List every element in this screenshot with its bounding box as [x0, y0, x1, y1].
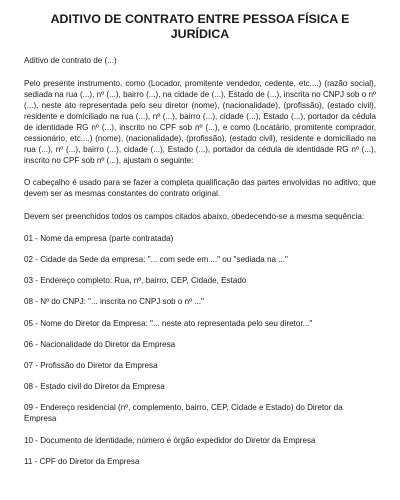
field-item: 03 - Endereço completo: Rua, nº, bairro, CEP, Cidade, Estado: [24, 276, 247, 286]
intro-paragraph: Pelo presente instrumento, como (Locador, promitente vendedor, cedente, etc....) (razão social), sediada na rua (...), nº (...), bairro (...), na cidade de (...), Estado de (...), inscrita no CNPJ sob o nº (...), neste ato representada pelo seu diretor (nome), (nacionalidade), (profissão), (estado civil), residente e domiciliado na rua (...), nº (...), bairro (...), cidade (...), Estado (...), portador da cédula de identidade RG nº (...), inscrito no CPF sob nº (...), e como (Locatário, promitente comprador, cessionário, etc....) (nome), (nacionalidade), (profissão), (estado civil), residente e domiciliado na rua (...), nº (...), bairro (...), cidade (...), Estado (...), portador da cédula de identidade RG nº (...), inscrito no CPF sob nº (...), ajustam o seguinte:: [24, 79, 376, 166]
field-item: 08 - Estado civil do Diretor da Empresa: [24, 382, 165, 392]
field-item: 11 - CPF do Diretor da Empresa: [24, 456, 140, 466]
field-item: 10 - Documento de identidade, número e órgão expedidor do Diretor da Empresa: [24, 435, 316, 445]
field-item: 08 - Nº do CNPJ: "... inscrita no CNPJ sob o nº ...": [24, 297, 204, 307]
document-title: ADITIVO DE CONTRATO ENTRE PESSOA FÍSICA E JURÍDICA: [50, 12, 350, 41]
field-item: 07 - Profissão do Diretor da Empresa: [24, 360, 158, 370]
field-list: [24, 233, 376, 467]
field-item: 02 - Cidade da Sede da empresa: "... com sede em ..." ou "sediada na ...": [24, 254, 288, 264]
header-note-paragraph: O cabeçalho é usado para se fazer a completa qualificação das partes envolvidas no aditivo, que devem ser as mesmas constantes do contrato original.: [24, 178, 376, 199]
document-subtitle: Aditivo de contrato de (...): [24, 56, 117, 65]
instruction-paragraph: Devem ser preenchidos todos os campos citados abaixo, obedecendo-se a mesma sequência:: [24, 211, 365, 221]
field-item: 01 - Nome da empresa (parte contratada): [24, 233, 174, 243]
field-item: 05 - Nome do Diretor da Empresa: "... neste ato representada pelo seu diretor...": [24, 318, 313, 328]
field-item: 06 - Nacionalidade do Diretor da Empresa: [24, 339, 176, 349]
field-item: 09 - Endereço residencial (nº, complemento, bairro, CEP, Cidade e Estado) do Diretor da Empresa: [24, 403, 343, 424]
